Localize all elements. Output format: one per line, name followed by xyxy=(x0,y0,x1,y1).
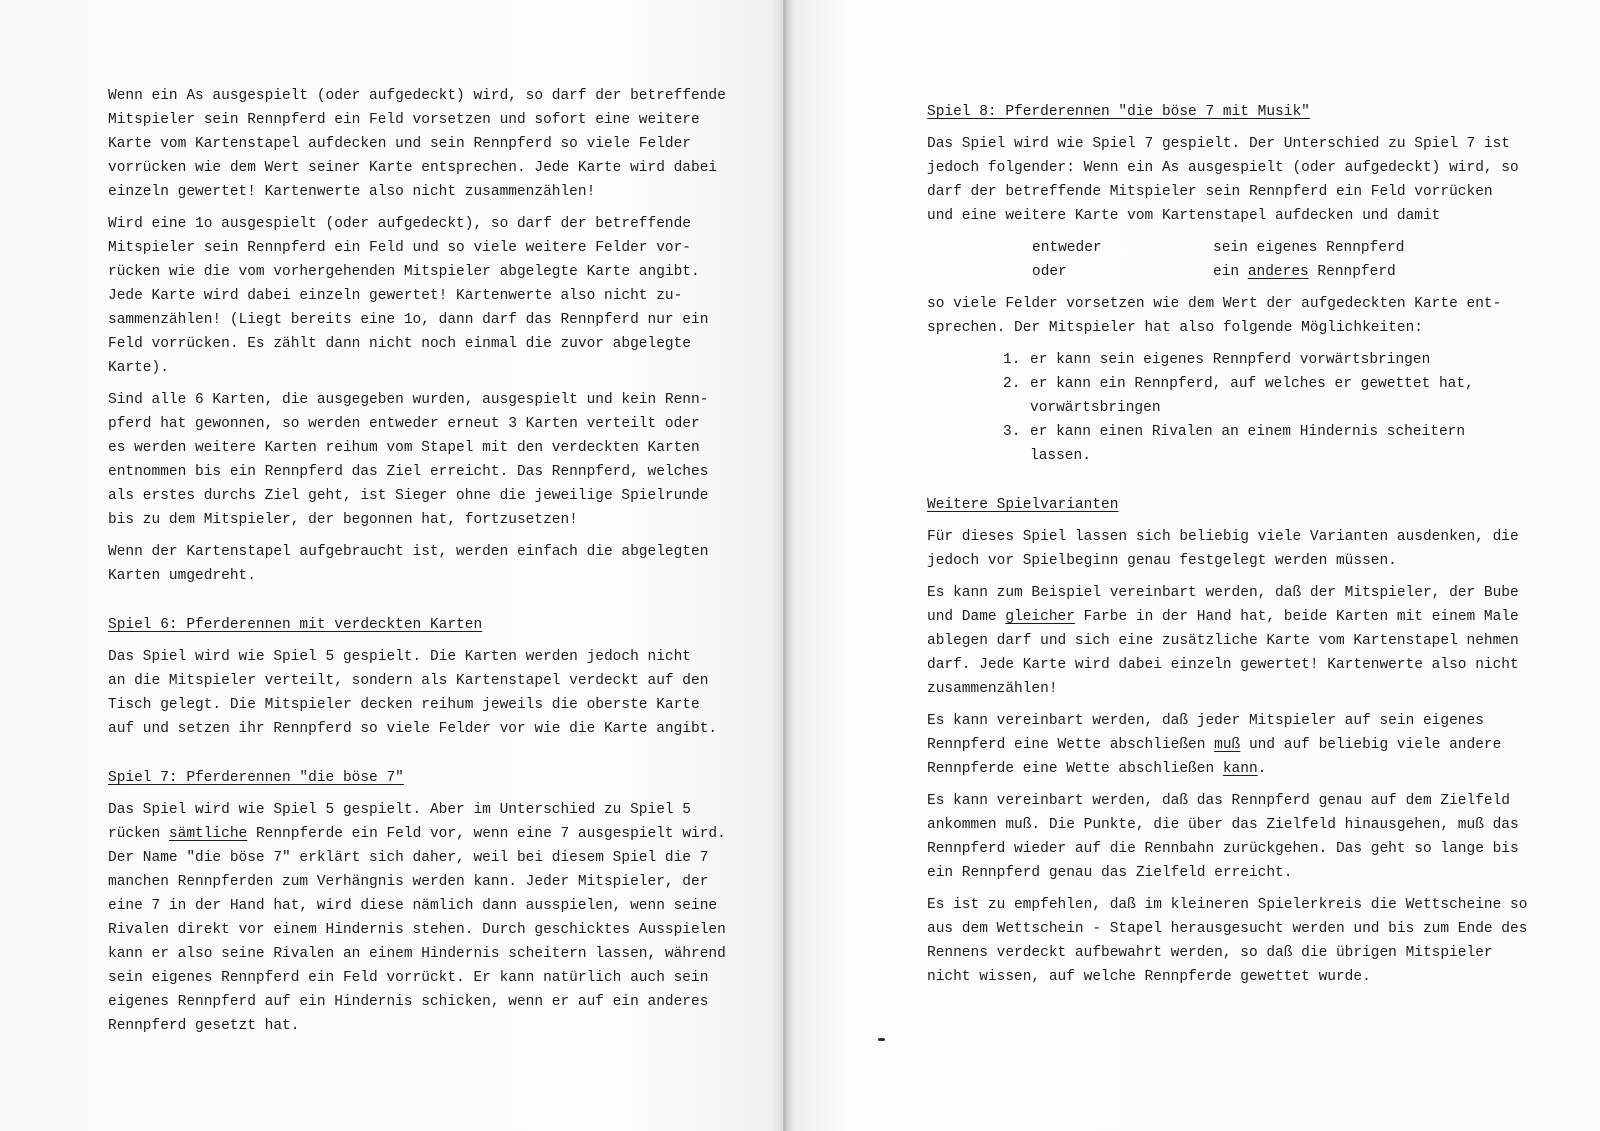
text-line: vorrücken wie dem Wert seiner Karte entsprechen. Jede Karte wird dabei xyxy=(108,160,718,176)
section-heading xyxy=(108,613,726,637)
section-heading xyxy=(108,766,726,790)
paragraph xyxy=(108,388,726,532)
text-line: darf. Jede Karte wird dabei einzeln gewertet! Kartenwerte also nicht xyxy=(927,657,1519,673)
text-line: an die Mitspieler verteilt, sondern als Kartenstapel verdeckt auf den xyxy=(108,673,709,689)
text-line: kann er also seine Rivalen an einem Hindernis scheitern lassen, während xyxy=(108,946,726,962)
text-line: Es ist zu empfehlen, daß im kleineren Spielerkreis die Wettscheine so xyxy=(927,897,1528,913)
options-table xyxy=(927,236,1527,284)
text-line: manchen Rennpferden zum Verhängnis werden kann. Jeder Mitspieler, der xyxy=(108,874,709,890)
underlined-word: kann xyxy=(1222,761,1258,777)
text-line: Wenn der Kartenstapel aufgebraucht ist, werden einfach die abgelegten xyxy=(108,544,709,560)
text-line: Wird eine 1o ausgespielt (oder aufgedeckt), so darf der betreffende xyxy=(108,216,691,232)
text-line: Das Spiel wird wie Spiel 5 gespielt. Die Karten werden jedoch nicht xyxy=(108,649,691,665)
underlined-word: gleicher xyxy=(1005,609,1075,625)
paragraph xyxy=(927,132,1527,228)
text-segment: Rennpferd eine Wette abschließen xyxy=(927,737,1215,753)
text-line: Es kann zum Beispiel vereinbart werden, daß der Mitspieler, der Bube xyxy=(927,585,1519,601)
text-line: Sind alle 6 Karten, die ausgegeben wurden, ausgespielt und kein Renn- xyxy=(108,392,709,408)
text-line: bis zu dem Mitspieler, der begonnen hat, fortzusetzen! xyxy=(108,512,578,528)
list-item xyxy=(927,348,1527,372)
text-line: er kann sein eigenes Rennpferd vorwärtsbringen xyxy=(1030,352,1431,368)
text-line: Es kann vereinbart werden, daß das Rennpferd genau auf dem Zielfeld xyxy=(927,793,1510,809)
text-segment: und auf beliebig viele andere xyxy=(1240,737,1502,753)
paragraph xyxy=(927,893,1527,989)
text-line: ein Rennpferd genau das Zielfeld erreicht. xyxy=(927,865,1293,881)
text-line: so viele Felder vorsetzen wie dem Wert der aufgedeckten Karte ent- xyxy=(927,296,1502,312)
text-line: auf und setzen ihr Rennpferd so viele Felder vor wie die Karte angibt. xyxy=(108,721,718,737)
text-segment: . xyxy=(1257,761,1267,777)
text-segment: Rennpferd xyxy=(1308,264,1396,280)
text-line: eine 7 in der Hand hat, wird diese nämlich dann ausspielen, wenn seine xyxy=(108,898,718,914)
left-page-text xyxy=(108,84,726,1046)
text-line: Es kann vereinbart werden, daß jeder Mitspieler auf sein eigenes xyxy=(927,713,1484,729)
paragraph xyxy=(927,789,1527,885)
list-number: 2. xyxy=(1003,376,1021,392)
section-heading xyxy=(927,100,1527,124)
list-item xyxy=(927,420,1527,468)
text-line: aus dem Wettschein - Stapel herausgesucht werden und bis zum Ende des xyxy=(927,921,1528,937)
paragraph xyxy=(108,212,726,380)
text-line: ablegen darf und sich eine zusätzliche Karte vom Kartenstapel nehmen xyxy=(927,633,1519,649)
text-line xyxy=(108,822,726,846)
list-item xyxy=(927,372,1527,420)
text-line: Wenn ein As ausgespielt (oder aufgedeckt) wird, so darf der betreffende xyxy=(108,88,726,104)
option-label: entweder xyxy=(1032,240,1102,256)
text-line: als erstes durchs Ziel geht, ist Sieger ohne die jeweilige Spielrunde xyxy=(108,488,709,504)
text-line: sprechen. Der Mitspieler hat also folgende Möglichkeiten: xyxy=(927,320,1423,336)
text-line: Spiel 7: Pferderennen "die böse 7" xyxy=(108,770,404,786)
list-number: 1. xyxy=(1003,352,1021,368)
text-line: Das Spiel wird wie Spiel 5 gespielt. Aber im Unterschied zu Spiel 5 xyxy=(108,802,691,818)
underlined-word: muß xyxy=(1214,737,1241,753)
text-line: Spiel 8: Pferderennen "die böse 7 mit Musik" xyxy=(927,104,1310,120)
text-segment: ein xyxy=(1213,264,1248,280)
text-line: pferd hat gewonnen, so werden entweder erneut 3 Karten verteilt oder xyxy=(108,416,700,432)
text-line: Karte). xyxy=(108,360,169,376)
text-segment: rücken xyxy=(108,826,169,842)
right-page-text xyxy=(927,100,1527,997)
text-line: einzeln gewertet! Kartenwerte also nicht zusammenzählen! xyxy=(108,184,596,200)
text-line xyxy=(927,757,1527,781)
text-line: Rennens verdeckt aufbewahrt werden, so daß die übrigen Mitspieler xyxy=(927,945,1493,961)
text-line: Karten umgedreht. xyxy=(108,568,256,584)
text-segment: Farbe in der Hand hat, beide Karten mit einem Male xyxy=(1074,609,1519,625)
text-segment: sein eigenes Rennpferd xyxy=(1213,240,1405,256)
text-line: rücken wie die vom vorhergehenden Mitspieler abgelegte Karte angibt. xyxy=(108,264,700,280)
scan-speck xyxy=(878,1038,885,1041)
paragraph xyxy=(927,709,1527,781)
text-line: Das Spiel wird wie Spiel 7 gespielt. Der Unterschied zu Spiel 7 ist xyxy=(927,136,1510,152)
text-line: eigenes Rennpferd auf ein Hindernis schicken, wenn er auf ein anderes xyxy=(108,994,709,1010)
text-line: Mitspieler sein Rennpferd ein Feld vorsetzen und sofort eine weitere xyxy=(108,112,700,128)
text-line xyxy=(927,733,1527,757)
text-line: sein eigenes Rennpferd ein Feld vorrückt. Er kann natürlich auch sein xyxy=(108,970,709,986)
option-target xyxy=(1213,236,1404,260)
underlined-word: anderes xyxy=(1247,264,1309,280)
text-segment: Rennpferde eine Wette abschließen xyxy=(927,761,1223,777)
text-line: lassen. xyxy=(1030,448,1091,464)
text-line: jedoch vor Spielbeginn genau festgelegt werden müssen. xyxy=(927,553,1397,569)
text-segment: Rennpferde ein Feld vor, wenn eine 7 ausgespielt wird. xyxy=(247,826,726,842)
text-line: entnommen bis ein Rennpferd das Ziel erreicht. Das Rennpferd, welches xyxy=(108,464,709,480)
text-line: ankommen muß. Die Punkte, die über das Zielfeld hinausgehen, muß das xyxy=(927,817,1519,833)
text-line: jedoch folgender: Wenn ein As ausgespielt (oder aufgedeckt) wird, so xyxy=(927,160,1519,176)
section-heading xyxy=(927,493,1527,517)
text-segment: und Dame xyxy=(927,609,1006,625)
text-line: es werden weitere Karten reihum vom Stapel mit den verdeckten Karten xyxy=(108,440,700,456)
text-line: Weitere Spielvarianten xyxy=(927,497,1119,513)
text-line: sammenzählen! (Liegt bereits eine 1o, dann darf das Rennpferd nur ein xyxy=(108,312,709,328)
text-line: Mitspieler sein Rennpferd ein Feld und so viele weitere Felder vor- xyxy=(108,240,691,256)
text-line: Feld vorrücken. Es zählt dann nicht noch einmal die zuvor abgelegte xyxy=(108,336,691,352)
text-line: darf der betreffende Mitspieler sein Rennpferd ein Feld vorrücken xyxy=(927,184,1493,200)
paragraph xyxy=(927,581,1527,701)
underlined-word: sämtliche xyxy=(168,826,248,842)
text-line: und eine weitere Karte vom Kartenstapel aufdecken und damit xyxy=(927,208,1441,224)
option-label: oder xyxy=(1032,264,1067,280)
paragraph xyxy=(927,525,1527,573)
text-line: vorwärtsbringen xyxy=(1030,400,1161,416)
paragraph xyxy=(927,292,1527,340)
paragraph xyxy=(108,798,726,1038)
text-line: er kann einen Rivalen an einem Hindernis scheitern xyxy=(1030,424,1466,440)
numbered-list xyxy=(927,348,1527,468)
text-line: Rennpferd wieder auf die Rennbahn zurückgehen. Das geht so lange bis xyxy=(927,841,1519,857)
text-line: Rennpferd gesetzt hat. xyxy=(108,1018,300,1034)
text-line: Karte vom Kartenstapel aufdecken und sein Rennpferd so viele Felder xyxy=(108,136,691,152)
options-row xyxy=(927,260,1527,284)
text-line: Tisch gelegt. Die Mitspieler decken reihum jeweils die oberste Karte xyxy=(108,697,700,713)
options-row xyxy=(927,236,1527,260)
text-line: er kann ein Rennpferd, auf welches er gewettet hat, xyxy=(1030,376,1474,392)
left-page xyxy=(0,0,786,1131)
text-line: Jede Karte wird dabei einzeln gewertet! Kartenwerte also nicht zu- xyxy=(108,288,683,304)
paragraph xyxy=(108,645,726,741)
option-target xyxy=(1213,260,1396,284)
paragraph xyxy=(108,540,726,588)
text-line xyxy=(927,605,1527,629)
list-number: 3. xyxy=(1003,424,1021,440)
text-line: Rivalen direkt vor einem Hindernis stehen. Durch geschicktes Ausspielen xyxy=(108,922,726,938)
text-line: Der Name "die böse 7" erklärt sich daher, weil bei diesem Spiel die 7 xyxy=(108,850,709,866)
text-line: nicht wissen, auf welche Rennpferde gewettet wurde. xyxy=(927,969,1371,985)
text-line: Spiel 6: Pferderennen mit verdeckten Karten xyxy=(108,617,483,633)
text-line: Für dieses Spiel lassen sich beliebig viele Varianten ausdenken, die xyxy=(927,529,1519,545)
text-line: zusammenzählen! xyxy=(927,681,1058,697)
paragraph xyxy=(108,84,726,204)
